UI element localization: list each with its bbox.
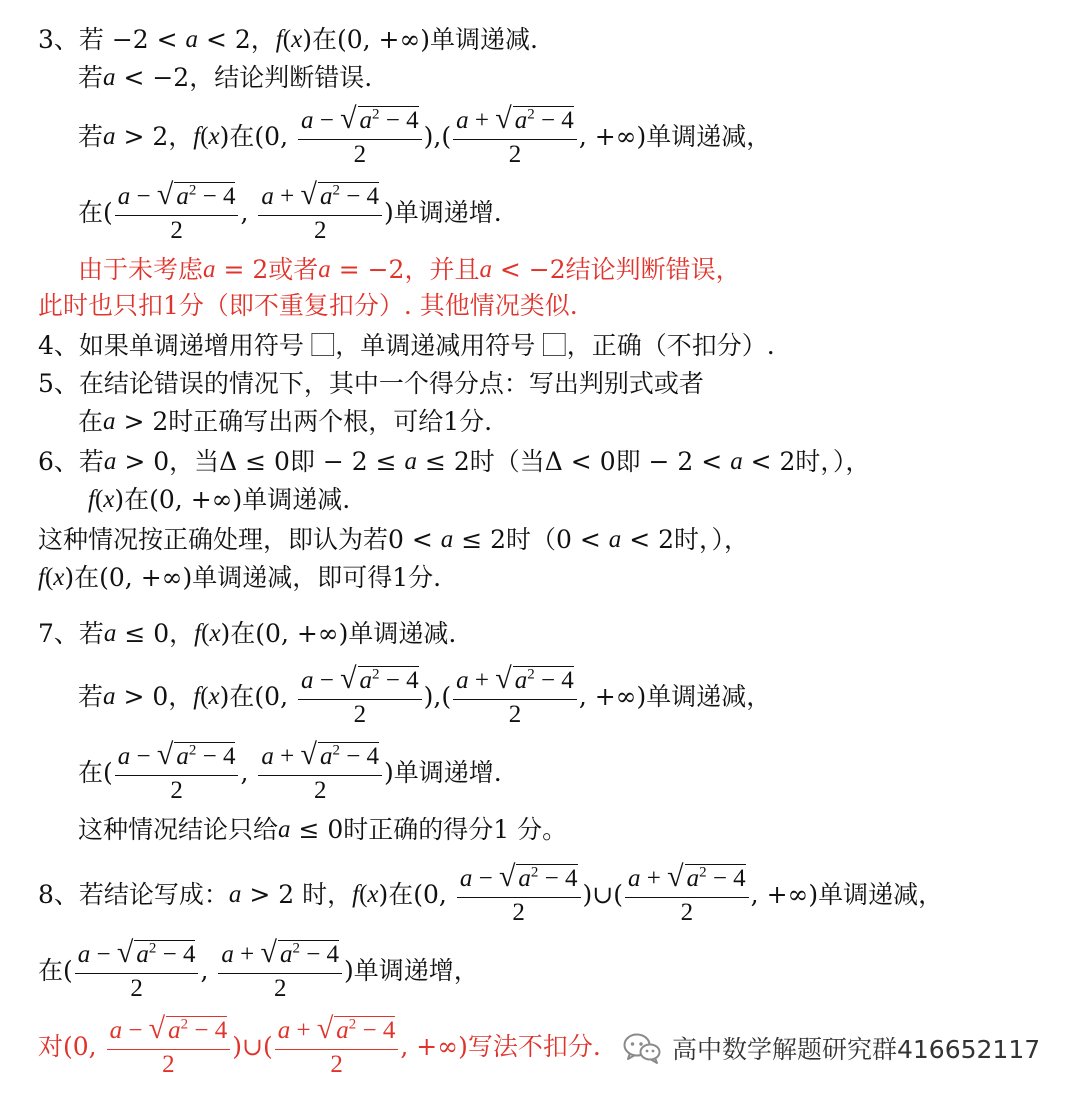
var-a: a <box>103 683 116 710</box>
sqrt-radicand <box>174 182 235 211</box>
var-a: a <box>168 1017 181 1044</box>
var-x: x <box>103 486 115 513</box>
text: )在(0, +∞)单调递减. <box>302 25 538 54</box>
text: 在( <box>78 198 113 227</box>
wechat-icon <box>622 1031 662 1065</box>
radicand-tail: − 4 <box>196 183 236 210</box>
radicand-tail: − 4 <box>188 1017 228 1044</box>
exponent: 2 <box>372 666 380 683</box>
sqrt-symbol: √ <box>260 936 277 969</box>
red-note-line-1 <box>78 254 741 286</box>
text: , +∞)单调递减， <box>578 122 772 151</box>
var-a: a <box>203 256 216 283</box>
var-a: a <box>359 107 373 134</box>
var-a: a <box>103 408 116 435</box>
exponent: 2 <box>332 742 340 759</box>
text: < −2结论判断错误， <box>491 255 741 284</box>
var-f: f <box>194 620 202 647</box>
text: )在(0, <box>219 122 296 151</box>
text: )单调递增. <box>384 198 502 227</box>
var-a: a <box>686 865 700 892</box>
var-a: a <box>514 667 528 694</box>
text: , +∞)写法不扣分. <box>400 1032 601 1061</box>
text: = 2或者 <box>215 255 319 284</box>
text: 8、若结论写成： <box>38 880 229 909</box>
var-a: a <box>300 667 314 694</box>
text: ( <box>359 881 368 908</box>
radicand-tail: − 4 <box>538 865 578 892</box>
operator: − <box>90 941 117 968</box>
fraction-denominator: 2 <box>508 701 522 728</box>
var-a: a <box>103 123 116 150</box>
text: 此时也只扣1分（即不重复扣分）. 其他情况类似. <box>38 291 578 320</box>
item-8-line <box>38 862 943 928</box>
text: ≤ 0时正确的得分1 分。 <box>290 815 568 844</box>
text: 6、若 <box>38 447 104 476</box>
text: ≤ 2时（当Δ < 0即 − 2 < <box>417 447 731 476</box>
text: < 2时，）， <box>621 525 749 554</box>
item-6-line <box>38 446 870 478</box>
fraction-denominator: 2 <box>273 975 287 1002</box>
radicand-tail: − 4 <box>534 667 574 694</box>
operator: − <box>472 865 499 892</box>
operator: + <box>468 107 496 134</box>
sqrt-symbol: √ <box>498 860 516 893</box>
sqrt-radicand <box>358 106 419 135</box>
fraction <box>275 1014 399 1080</box>
radicand-tail: − 4 <box>339 183 380 210</box>
text: ),( <box>423 682 452 711</box>
var-a: a <box>117 183 131 210</box>
sqrt-radicand <box>513 666 574 695</box>
sqrt-symbol: √ <box>495 102 512 135</box>
radicand-tail: − 4 <box>534 107 574 134</box>
var-a: a <box>730 448 743 475</box>
var-a: a <box>456 667 469 694</box>
var-f: f <box>193 123 201 150</box>
watermark-text: 高中数学解题研究群416652117 <box>672 1035 1041 1064</box>
text: 4、如果单调递增用符号 ⃞，单调递减用符号 ⃞，正确（不扣分）. <box>38 331 775 360</box>
text: ( <box>200 683 209 710</box>
text: ( <box>282 26 292 53</box>
text: ≤ 2时（0 < <box>453 525 609 554</box>
fraction-denominator: 2 <box>162 1051 175 1078</box>
item-4-line <box>38 330 775 362</box>
text: 若 <box>78 122 104 151</box>
text: 由于未考虑 <box>78 255 204 284</box>
var-a: a <box>221 941 234 968</box>
fraction-numerator <box>453 664 577 700</box>
var-a: a <box>279 941 293 968</box>
item-6-score-line <box>38 562 441 594</box>
case-a-greater-2-line <box>78 104 771 170</box>
fraction-denominator: 2 <box>313 217 327 244</box>
text: ≤ 0， <box>116 619 195 648</box>
var-a: a <box>319 743 333 770</box>
text: )在(0, <box>219 682 296 711</box>
exponent: 2 <box>188 182 197 199</box>
fraction-numerator <box>218 938 342 974</box>
var-a: a <box>336 1017 349 1044</box>
text: 3、若 −2 < <box>38 25 186 54</box>
sqrt-radicand <box>278 940 339 969</box>
var-a: a <box>176 743 189 770</box>
fraction <box>453 664 577 730</box>
sqrt-radicand <box>516 864 577 893</box>
text: , <box>200 956 217 985</box>
fraction-denominator: 2 <box>508 141 522 168</box>
radicand-tail: − 4 <box>196 743 236 770</box>
text: > 2时正确写出两个根，可给1分. <box>115 407 493 436</box>
var-a: a <box>261 743 274 770</box>
sqrt-symbol: √ <box>156 738 174 771</box>
fraction-numerator <box>275 1014 399 1050</box>
text: )在(0, +∞)单调递减. <box>114 485 351 514</box>
var-x: x <box>367 881 379 908</box>
text: )在(0, <box>378 880 455 909</box>
text: = −2，并且 <box>330 255 480 284</box>
text: 在( <box>78 758 113 787</box>
var-a: a <box>77 941 91 968</box>
operator: − <box>130 183 157 210</box>
operator: − <box>122 1017 149 1044</box>
exponent: 2 <box>527 106 535 123</box>
item-6-detail-line <box>88 484 350 516</box>
fraction <box>453 104 577 170</box>
sqrt-radicand <box>513 106 574 135</box>
exponent: 2 <box>372 106 380 123</box>
text: )单调递增， <box>344 956 479 985</box>
var-f: f <box>38 564 45 591</box>
item-8-increasing-line <box>38 938 479 1004</box>
item-7-increasing-line <box>78 740 502 806</box>
fraction-numerator <box>625 862 749 898</box>
var-f: f <box>193 683 201 710</box>
var-a: a <box>440 526 454 553</box>
fraction <box>298 664 422 730</box>
fraction-denominator: 2 <box>353 141 367 168</box>
radicand-tail: − 4 <box>339 743 380 770</box>
text: , <box>240 758 257 787</box>
fraction-denominator: 2 <box>353 701 367 728</box>
var-f: f <box>352 881 360 908</box>
fraction-denominator: 2 <box>170 217 183 244</box>
text: < −2，结论判断错误. <box>115 63 373 92</box>
sqrt-radicand <box>166 1016 227 1045</box>
exponent: 2 <box>527 666 535 683</box>
red-note-union-line <box>38 1014 601 1080</box>
fraction-denominator: 2 <box>130 975 143 1002</box>
text: ( <box>44 564 54 591</box>
var-x: x <box>208 123 220 150</box>
sqrt-radicand <box>174 742 235 771</box>
fraction-numerator <box>115 180 239 216</box>
var-a: a <box>117 743 131 770</box>
var-a: a <box>103 448 117 475</box>
var-a: a <box>185 26 199 53</box>
var-a: a <box>627 865 641 892</box>
text: > 0， <box>115 682 194 711</box>
var-a: a <box>459 865 473 892</box>
operator: + <box>290 1017 317 1044</box>
fraction-numerator <box>115 740 239 776</box>
exponent: 2 <box>180 1016 189 1033</box>
var-a: a <box>300 107 314 134</box>
fraction-numerator <box>258 180 382 216</box>
text: 若 <box>78 63 104 92</box>
text: < 2， <box>198 25 276 54</box>
operator: + <box>273 183 301 210</box>
sqrt-radicand <box>685 864 746 893</box>
fraction-numerator <box>453 104 577 140</box>
fraction <box>107 1014 231 1080</box>
item-7-line <box>38 618 456 650</box>
sqrt-radicand <box>358 666 419 695</box>
text: 5、在结论错误的情况下，其中一个得分点：写出判别式或者 <box>38 369 704 398</box>
var-x: x <box>53 564 65 591</box>
radicand-tail: − 4 <box>299 941 340 968</box>
item-5-line <box>38 368 704 400</box>
radicand-tail: − 4 <box>379 107 419 134</box>
var-a: a <box>109 1017 123 1044</box>
sqrt-radicand <box>318 182 379 211</box>
sqrt-symbol: √ <box>116 936 134 969</box>
fraction-numerator <box>298 104 422 140</box>
sqrt-symbol: √ <box>300 178 317 211</box>
var-a: a <box>518 865 531 892</box>
text: ( <box>201 620 210 647</box>
var-f: f <box>88 486 95 513</box>
text: )在(0, +∞)单调递减，即可得1分. <box>64 563 442 592</box>
red-note-line-2 <box>38 290 578 322</box>
operator: + <box>233 941 261 968</box>
var-a: a <box>479 256 492 283</box>
increasing-interval-line <box>78 180 502 246</box>
exponent: 2 <box>188 742 197 759</box>
exponent: 2 <box>332 182 340 199</box>
var-a: a <box>608 526 622 553</box>
var-a: a <box>319 183 333 210</box>
sqrt-radicand <box>318 742 379 771</box>
var-a: a <box>456 107 469 134</box>
fraction <box>258 180 382 246</box>
text: , +∞)单调递减， <box>578 682 772 711</box>
text: )∪( <box>582 880 623 909</box>
text: < 2时，）， <box>742 447 871 476</box>
operator: + <box>640 865 668 892</box>
fraction-denominator: 2 <box>313 777 327 804</box>
fraction-denominator: 2 <box>512 899 525 926</box>
operator: − <box>313 107 341 134</box>
fraction <box>218 938 342 1004</box>
var-a: a <box>514 107 528 134</box>
sqrt-symbol: √ <box>148 1012 166 1045</box>
exponent: 2 <box>699 864 707 881</box>
text: , <box>240 198 257 227</box>
text: ( <box>94 486 104 513</box>
var-x: x <box>208 683 220 710</box>
text: > 2， <box>115 122 194 151</box>
radicand-tail: − 4 <box>706 865 746 892</box>
var-a: a <box>136 941 149 968</box>
text: , +∞)单调递减， <box>750 880 944 909</box>
text: )∪( <box>232 1032 273 1061</box>
sqrt-symbol: √ <box>300 738 317 771</box>
fraction <box>115 180 239 246</box>
var-a: a <box>103 64 116 91</box>
var-a: a <box>318 256 331 283</box>
text: 在 <box>78 407 104 436</box>
text: )在(0, +∞)单调递减. <box>220 619 457 648</box>
text: 7、若 <box>38 619 104 648</box>
var-a: a <box>277 1017 291 1044</box>
var-a: a <box>359 667 373 694</box>
fraction-denominator: 2 <box>680 899 694 926</box>
var-f: f <box>275 26 283 53</box>
var-x: x <box>291 26 303 53</box>
var-a: a <box>278 816 291 843</box>
fraction <box>115 740 239 806</box>
text: 若 <box>78 682 104 711</box>
text: ),( <box>423 122 452 151</box>
sqrt-symbol: √ <box>667 860 684 893</box>
text: 对(0, <box>38 1032 105 1061</box>
operator: + <box>273 743 301 770</box>
fraction-numerator <box>75 938 199 974</box>
var-x: x <box>209 620 221 647</box>
radicand-tail: − 4 <box>379 667 419 694</box>
fraction-numerator <box>298 664 422 700</box>
radicand-tail: − 4 <box>356 1017 396 1044</box>
var-a: a <box>228 881 242 908</box>
var-a: a <box>261 183 274 210</box>
fraction <box>457 862 581 928</box>
exponent: 2 <box>292 940 300 957</box>
sqrt-symbol: √ <box>156 178 174 211</box>
text: ( <box>200 123 209 150</box>
var-a: a <box>404 448 418 475</box>
exponent: 2 <box>530 864 539 881</box>
exponent: 2 <box>148 940 157 957</box>
text: > 0，当Δ ≤ 0即 − 2 ≤ <box>116 447 405 476</box>
operator: + <box>468 667 496 694</box>
fraction-numerator <box>457 862 581 898</box>
fraction <box>75 938 199 1004</box>
sqrt-symbol: √ <box>340 102 357 135</box>
fraction-numerator <box>258 740 382 776</box>
fraction <box>258 740 382 806</box>
item-7-case-line <box>78 664 771 730</box>
watermark <box>622 1026 1040 1070</box>
fraction-denominator: 2 <box>330 1051 343 1078</box>
sqrt-symbol: √ <box>495 662 512 695</box>
text: 在( <box>38 956 73 985</box>
var-a: a <box>103 620 117 647</box>
item-6-treatment-line <box>38 524 749 556</box>
sqrt-radicand <box>334 1016 395 1045</box>
item-3-line <box>38 24 538 56</box>
text: > 2 时， <box>241 880 353 909</box>
item-7-score-line <box>78 814 567 846</box>
fraction <box>625 862 749 928</box>
fraction-numerator <box>107 1014 231 1050</box>
text: )单调递增. <box>384 758 502 787</box>
sqrt-symbol: √ <box>340 662 357 695</box>
sqrt-radicand <box>134 940 195 969</box>
text: 这种情况结论只给 <box>78 815 279 844</box>
text: 这种情况按正确处理，即认为若0 < <box>38 525 441 554</box>
exponent: 2 <box>348 1016 357 1033</box>
var-a: a <box>176 183 189 210</box>
fraction-denominator: 2 <box>170 777 183 804</box>
case-a-less-neg2-line <box>78 62 372 94</box>
radicand-tail: − 4 <box>156 941 196 968</box>
operator: − <box>313 667 341 694</box>
item-5-detail-line <box>78 406 492 438</box>
operator: − <box>130 743 157 770</box>
fraction <box>298 104 422 170</box>
sqrt-symbol: √ <box>316 1012 334 1045</box>
